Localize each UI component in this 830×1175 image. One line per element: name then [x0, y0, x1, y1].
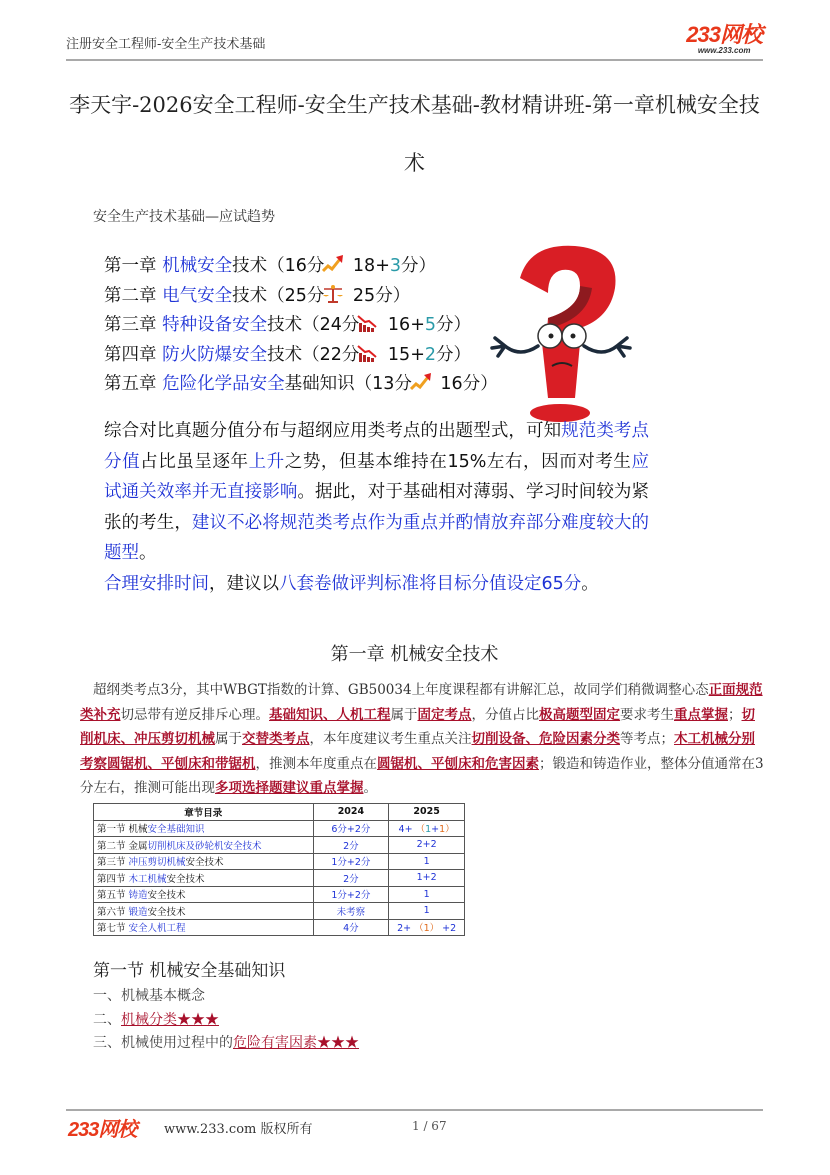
section-outline — [93, 985, 359, 1056]
table-header-row — [94, 804, 465, 821]
table-row: 第一节 机械安全基础知识 6分+2分 4+ （1+1） — [94, 820, 465, 837]
trend-up-icon — [322, 254, 344, 274]
page-number: 1 / 67 — [412, 1119, 447, 1133]
header-divider — [66, 59, 763, 61]
star-rating: ★★★ — [177, 1011, 219, 1028]
section-subtitle: 安全生产技术基础—应试趋势 — [93, 209, 275, 225]
key-point: 切削设备、危险因素分类 — [471, 731, 620, 747]
chapter-intro-paragraph: 超纲类考点3分，其中WBGT指数的计算、GB50034上年度课程都有讲解汇总，故同学们稍微调整心态正面规范类补充切忌带有逆反排斥心理。基础知识、人机工程属于固定考点，分值占比极高题型固定要求考生重点掌握；切削机床、冲压剪切机械属于交替类考点，本年度建议考生重点关注切削设备、危险因素分类等考点；木工机械分别考察圆锯机、平刨床和带锯机，推测本年度重点在圆锯机、平刨床和危害因素；锻造和铸造作业，整体分值通常在3分左右，推测可能出现多项选择题建议重点掌握。 — [80, 682, 764, 796]
chapter-trend-row: 第五章 危险化学品安全基础知识（13分 16分） — [104, 374, 498, 394]
chapter-trend-row: 第三章 特种设备安全技术（24分 16+5分） — [104, 315, 471, 335]
key-point: 圆锯机、平刨床和危害因素 — [377, 755, 539, 772]
chapter-trend-row: 第四章 防火防爆安全技术（22分 15+2分） — [104, 344, 471, 365]
section-heading: 第一节 机械安全基础知识 — [93, 961, 286, 981]
copyright-text: www.233.com 版权所有 — [164, 1122, 313, 1137]
key-point: 交替类考点 — [242, 731, 310, 747]
key-point: 重点掌握 — [674, 706, 728, 723]
balance-scale-icon — [322, 284, 344, 304]
key-point: 多项选择题建议重点掌握 — [215, 780, 364, 796]
chapter-heading: 第一章 机械安全技术 — [330, 644, 499, 665]
key-point: 正面规范类补充 — [80, 682, 763, 723]
star-rating: ★★★ — [317, 1035, 359, 1051]
key-point: 基础知识、人机工程 — [269, 706, 391, 723]
trend-up-icon — [410, 372, 432, 392]
table-row: 第三节 冲压剪切机械安全技术 1分+2分 1 — [94, 853, 465, 870]
page-footer — [66, 1113, 763, 1141]
key-point: 木工机械分别考察圆锯机、平刨床和带锯机 — [80, 731, 755, 772]
table-row: 第七节 安全人机工程 4分 2+ （1） +2 — [94, 919, 465, 936]
title-line-2: 术 — [404, 151, 425, 175]
outline-item: 一、机械基本概念 — [93, 988, 205, 1004]
key-point: 切削机床、冲压剪切机械 — [80, 706, 755, 747]
table-row: 第四节 木工机械安全技术 2分 1+2 — [94, 870, 465, 887]
column-header: 章节目录 — [94, 804, 314, 821]
table-row: 第五节 铸造安全技术 1分+2分 1 — [94, 886, 465, 903]
chapter-trend-row: 第一章 机械安全技术（16分 18+3分） — [104, 256, 436, 276]
footer-divider — [66, 1109, 763, 1111]
outline-item: 二、机械分类★★★ — [93, 1011, 219, 1028]
trend-summary-paragraph: 综合对比真题分值分布与超纲应用类考点的出题型式，可知规范类考点分值占比虽呈逐年上升之势，但基本维持在15%左右，因而对考生应试通关效率并无直接影响。据此，对于基础相对薄弱、学习时间较为紧张的考生，建议不必将规范类考点作为重点并酌情放弃部分难度较大的题型。 合理安排时间，建议以八套卷做评判标准将目标分值设定65分。 — [104, 421, 650, 594]
score-distribution-table — [93, 803, 465, 936]
chapter-trend-row: 第二章 电气安全技术（25分 25分） — [104, 285, 411, 306]
question-mark-mascot-icon — [480, 238, 640, 423]
table-row: 第二节 金属切削机床及砂轮机安全技术 2分 2+2 — [94, 837, 465, 854]
title-line-1: 李天宇-2026安全工程师-安全生产技术基础-教材精讲班-第一章机械安全技 — [69, 93, 760, 117]
table-row: 第六节 锻造安全技术 未考察 1 — [94, 903, 465, 920]
column-header: 2025 — [389, 804, 465, 821]
logo-text: 233网校 — [686, 22, 762, 47]
trend-down-icon — [357, 313, 379, 333]
trend-down-icon — [357, 343, 379, 363]
outline-item: 三、机械使用过程中的危险有害因素★★★ — [93, 1035, 359, 1051]
column-header: 2024 — [313, 804, 389, 821]
logo-url: www.233.com — [697, 46, 751, 55]
footer-logo: 233网校 — [68, 1119, 137, 1141]
header-title: 注册安全工程师-安全生产技术基础 — [66, 37, 266, 52]
key-point: 固定考点 — [417, 706, 472, 723]
document-title — [66, 80, 763, 188]
key-point: 极高题型固定 — [539, 706, 620, 723]
brand-logo — [686, 24, 762, 55]
